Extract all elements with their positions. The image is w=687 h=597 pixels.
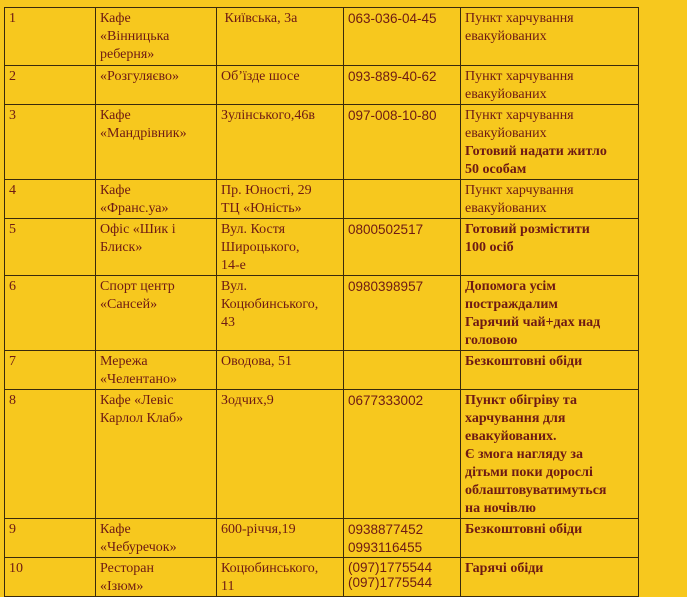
address-cell [217,351,344,390]
address-cell [217,66,344,105]
cell-line: Коцюбинського, [221,561,319,576]
cell-line: «Мандрівник» [100,126,187,141]
info-cell [461,558,639,597]
phone-cell [344,66,461,105]
table-row [5,276,639,351]
phone-cell [344,276,461,351]
cell-line: Вул. Костя [221,222,286,237]
cell-line: (097)1775544 [348,575,433,590]
cell-line: Кафе «Левіс [100,393,174,408]
cell-line: «Сансей» [100,297,158,312]
cell-line: 11 [221,579,235,594]
name-cell [96,219,217,276]
info-cell [461,390,639,519]
cell-line: Вул. [221,279,248,294]
info-line-bold: Допомога усім [465,279,556,294]
info-cell [461,8,639,66]
phone-cell [344,8,461,66]
cell-line: Зулінського,46в [221,108,315,123]
table-row [5,219,639,276]
info-line-bold: Готовий розмістити [465,222,590,237]
row-number-cell: 2 [5,66,96,105]
shelter-table [4,7,639,597]
table-row [5,351,639,390]
info-line: Пункт харчування [465,108,574,123]
row-number-cell: 8 [5,390,96,519]
cell-line: 0980398957 [348,279,424,294]
info-line-bold: на ночівлю [465,501,536,516]
phone-cell [344,390,461,519]
info-cell [461,519,639,558]
cell-line: Зодчих,9 [221,393,274,408]
phone-cell [344,105,461,180]
table-row [5,390,639,519]
cell-line: 0938877452 [348,522,424,537]
name-cell [96,8,217,66]
cell-line: 0993116455 [348,540,423,555]
cell-line: Кафе [100,522,131,537]
info-cell [461,105,639,180]
info-cell [461,180,639,219]
info-line: евакуйованих [465,87,547,102]
cell-line: Київська, 3а [221,11,298,26]
cell-line: Офіс «Шик і [100,222,176,237]
name-cell [96,180,217,219]
row-number-cell: 3 [5,105,96,180]
cell-line: «Розгуляєво» [100,69,180,84]
name-cell [96,519,217,558]
table-row [5,66,639,105]
info-line-bold: Безкоштовні обіди [465,354,583,369]
cell-line: 600-річчя,19 [221,522,296,537]
cell-line: ТЦ «Юність» [221,201,302,216]
address-cell [217,390,344,519]
info-line: евакуйованих [465,126,547,141]
row-number-cell: 6 [5,276,96,351]
info-line-bold: облаштовуватимуться [465,483,607,498]
info-line-bold: 100 осіб [465,240,514,255]
cell-line: реберня» [100,47,155,62]
info-line-bold: Гарячі обіди [465,561,544,576]
name-cell [96,105,217,180]
phone-cell [344,351,461,390]
cell-line: 063-036-04-45 [348,11,437,26]
info-line: Пункт харчування [465,69,574,84]
cell-line: 093-889-40-62 [348,69,437,84]
cell-line: Оводова, 51 [221,354,292,369]
info-line-bold: евакуйованих. [465,429,557,444]
cell-line: Мережа [100,354,148,369]
name-cell [96,390,217,519]
info-line-bold: постраждалим [465,297,558,312]
name-cell [96,351,217,390]
info-cell [461,66,639,105]
cell-line: Кафе [100,11,131,26]
address-cell [217,8,344,66]
cell-line: Пр. Юності, 29 [221,183,312,198]
info-line-bold: головою [465,333,518,348]
cell-line: (097)1775544 [348,560,433,575]
cell-line: Карлол Клаб» [100,411,184,426]
cell-line: Об’їзде шосе [221,69,300,84]
address-cell [217,276,344,351]
info-line-bold: Є змога нагляду за [465,447,583,462]
cell-line: Широцького, [221,240,300,255]
cell-line: 0800502517 [348,222,424,237]
cell-line: Спорт центр [100,279,175,294]
cell-line: Блиск» [100,240,143,255]
cell-line: Кафе [100,108,131,123]
row-number-cell: 9 [5,519,96,558]
cell-line: «Челентано» [100,372,177,387]
name-cell [96,66,217,105]
cell-line: 097-008-10-80 [348,108,437,123]
info-line: Пункт харчування [465,11,574,26]
info-cell [461,276,639,351]
row-number-cell: 5 [5,219,96,276]
row-number-cell: 10 [5,558,96,597]
phone-cell [344,180,461,219]
table-row [5,105,639,180]
cell-line: 14-е [221,258,246,273]
address-cell [217,180,344,219]
cell-line: «Ізюм» [100,579,144,594]
cell-line: Ресторан [100,561,155,576]
address-cell [217,558,344,597]
phone-cell [344,219,461,276]
table-body [5,8,639,597]
table-row [5,8,639,66]
row-number-cell: 1 [5,8,96,66]
info-line-bold: дітьми поки дорослі [465,465,593,480]
phone-cell [344,558,461,597]
info-line: Пункт харчування [465,183,574,198]
info-line-bold: 50 особам [465,162,527,177]
info-line-bold: Пункт обігріву та [465,393,577,408]
phone-cell [344,519,461,558]
cell-line: «Франс.уа» [100,201,169,216]
address-cell [217,219,344,276]
info-line: евакуйованих [465,201,547,216]
info-line-bold: Готовий надати житло [465,144,607,159]
name-cell [96,276,217,351]
info-line-bold: харчування для [465,411,566,426]
table-row [5,558,639,597]
row-number-cell: 7 [5,351,96,390]
address-cell [217,105,344,180]
info-line-bold: Безкоштовні обіди [465,522,583,537]
row-number-cell: 4 [5,180,96,219]
cell-line: «Вінницька [100,29,170,44]
info-line: евакуйованих [465,29,547,44]
cell-line: Кафе [100,183,131,198]
table-row [5,180,639,219]
cell-line: Коцюбинського, [221,297,319,312]
cell-line: 0677333002 [348,393,424,408]
info-line-bold: Гарячий чай+дах над [465,315,601,330]
name-cell [96,558,217,597]
cell-line: «Чебуречок» [100,540,177,555]
info-cell [461,219,639,276]
table-row [5,519,639,558]
cell-line: 43 [221,315,235,330]
info-cell [461,351,639,390]
address-cell [217,519,344,558]
